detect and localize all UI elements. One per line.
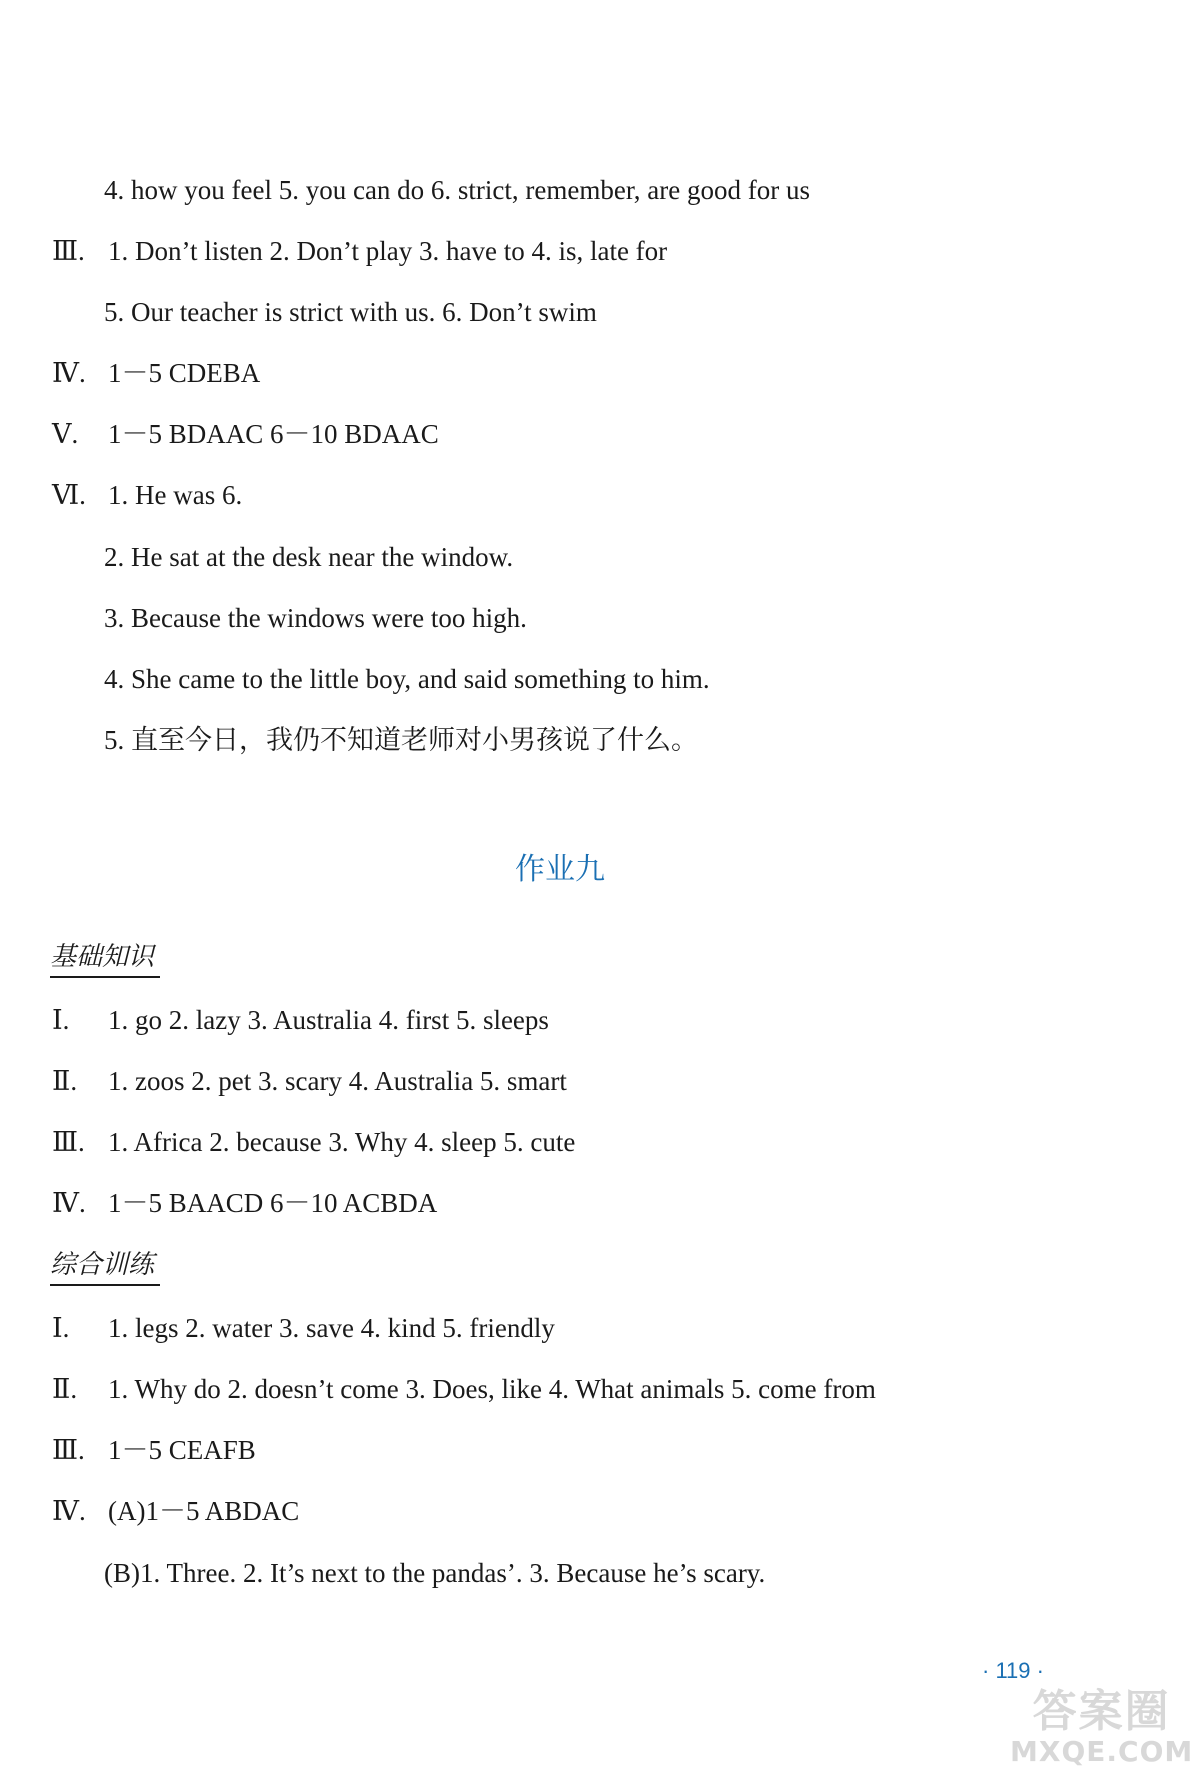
answer-line: Ⅴ. 1－5 BDAAC 6－10 BDAAC [52,419,439,449]
answer-line: Ⅲ. 1. Africa 2. because 3. Why 4. sleep 5. cute [52,1127,576,1157]
answer-line: Ⅱ. 1. Why do 2. doesn’t come 3. Does, like 4. What animals 5. come from [52,1374,876,1404]
answer-line: Ⅵ. 1. He was 6. [52,480,243,510]
answer-line: Ⅳ. 1－5 BAACD 6－10 ACBDA [52,1188,438,1218]
answer-line: Ⅱ. 1. zoos 2. pet 3. scary 4. Australia 5. smart [52,1066,567,1096]
answer-line: (B)1. Three. 2. It’s next to the pandas’. 3. Because he’s scary. [104,1558,766,1588]
answer-line: Ⅰ. 1. go 2. lazy 3. Australia 4. first 5. sleeps [52,1005,549,1035]
subsection-basic-knowledge: 基础知识 [50,940,160,978]
answer-line: Ⅰ. 1. legs 2. water 3. save 4. kind 5. friendly [52,1313,555,1343]
answer-line: 4. how you feel 5. you can do 6. strict, remember, are good for us [104,175,810,205]
answer-line: Ⅳ. 1－5 CDEBA [52,358,261,388]
answer-line: 5. 直至今日，我仍不知道老师对小男孩说了什么。 [104,725,698,755]
answer-line: 4. She came to the little boy, and said something to him. [104,664,710,694]
watermark-text: 答案圈 [1032,1686,1171,1737]
answer-line: Ⅲ. 1－5 CEAFB [52,1435,256,1465]
subsection-comprehensive-training: 综合训练 [50,1248,160,1286]
watermark-url: MXQE.COM [1010,1735,1193,1768]
watermark-logo [1010,1686,1193,1768]
page-number: · 119 · [982,1658,1044,1683]
answer-line: 5. Our teacher is strict with us. 6. Don’t swim [104,297,597,327]
section-title: 作业九 [515,852,605,887]
answer-line: 2. He sat at the desk near the window. [104,542,514,572]
answer-line: Ⅳ. (A)1－5 ABDAC [52,1496,300,1526]
answer-line: Ⅲ. 1. Don’t listen 2. Don’t play 3. have to 4. is, late for [52,236,668,266]
answer-line: 3. Because the windows were too high. [104,603,527,633]
